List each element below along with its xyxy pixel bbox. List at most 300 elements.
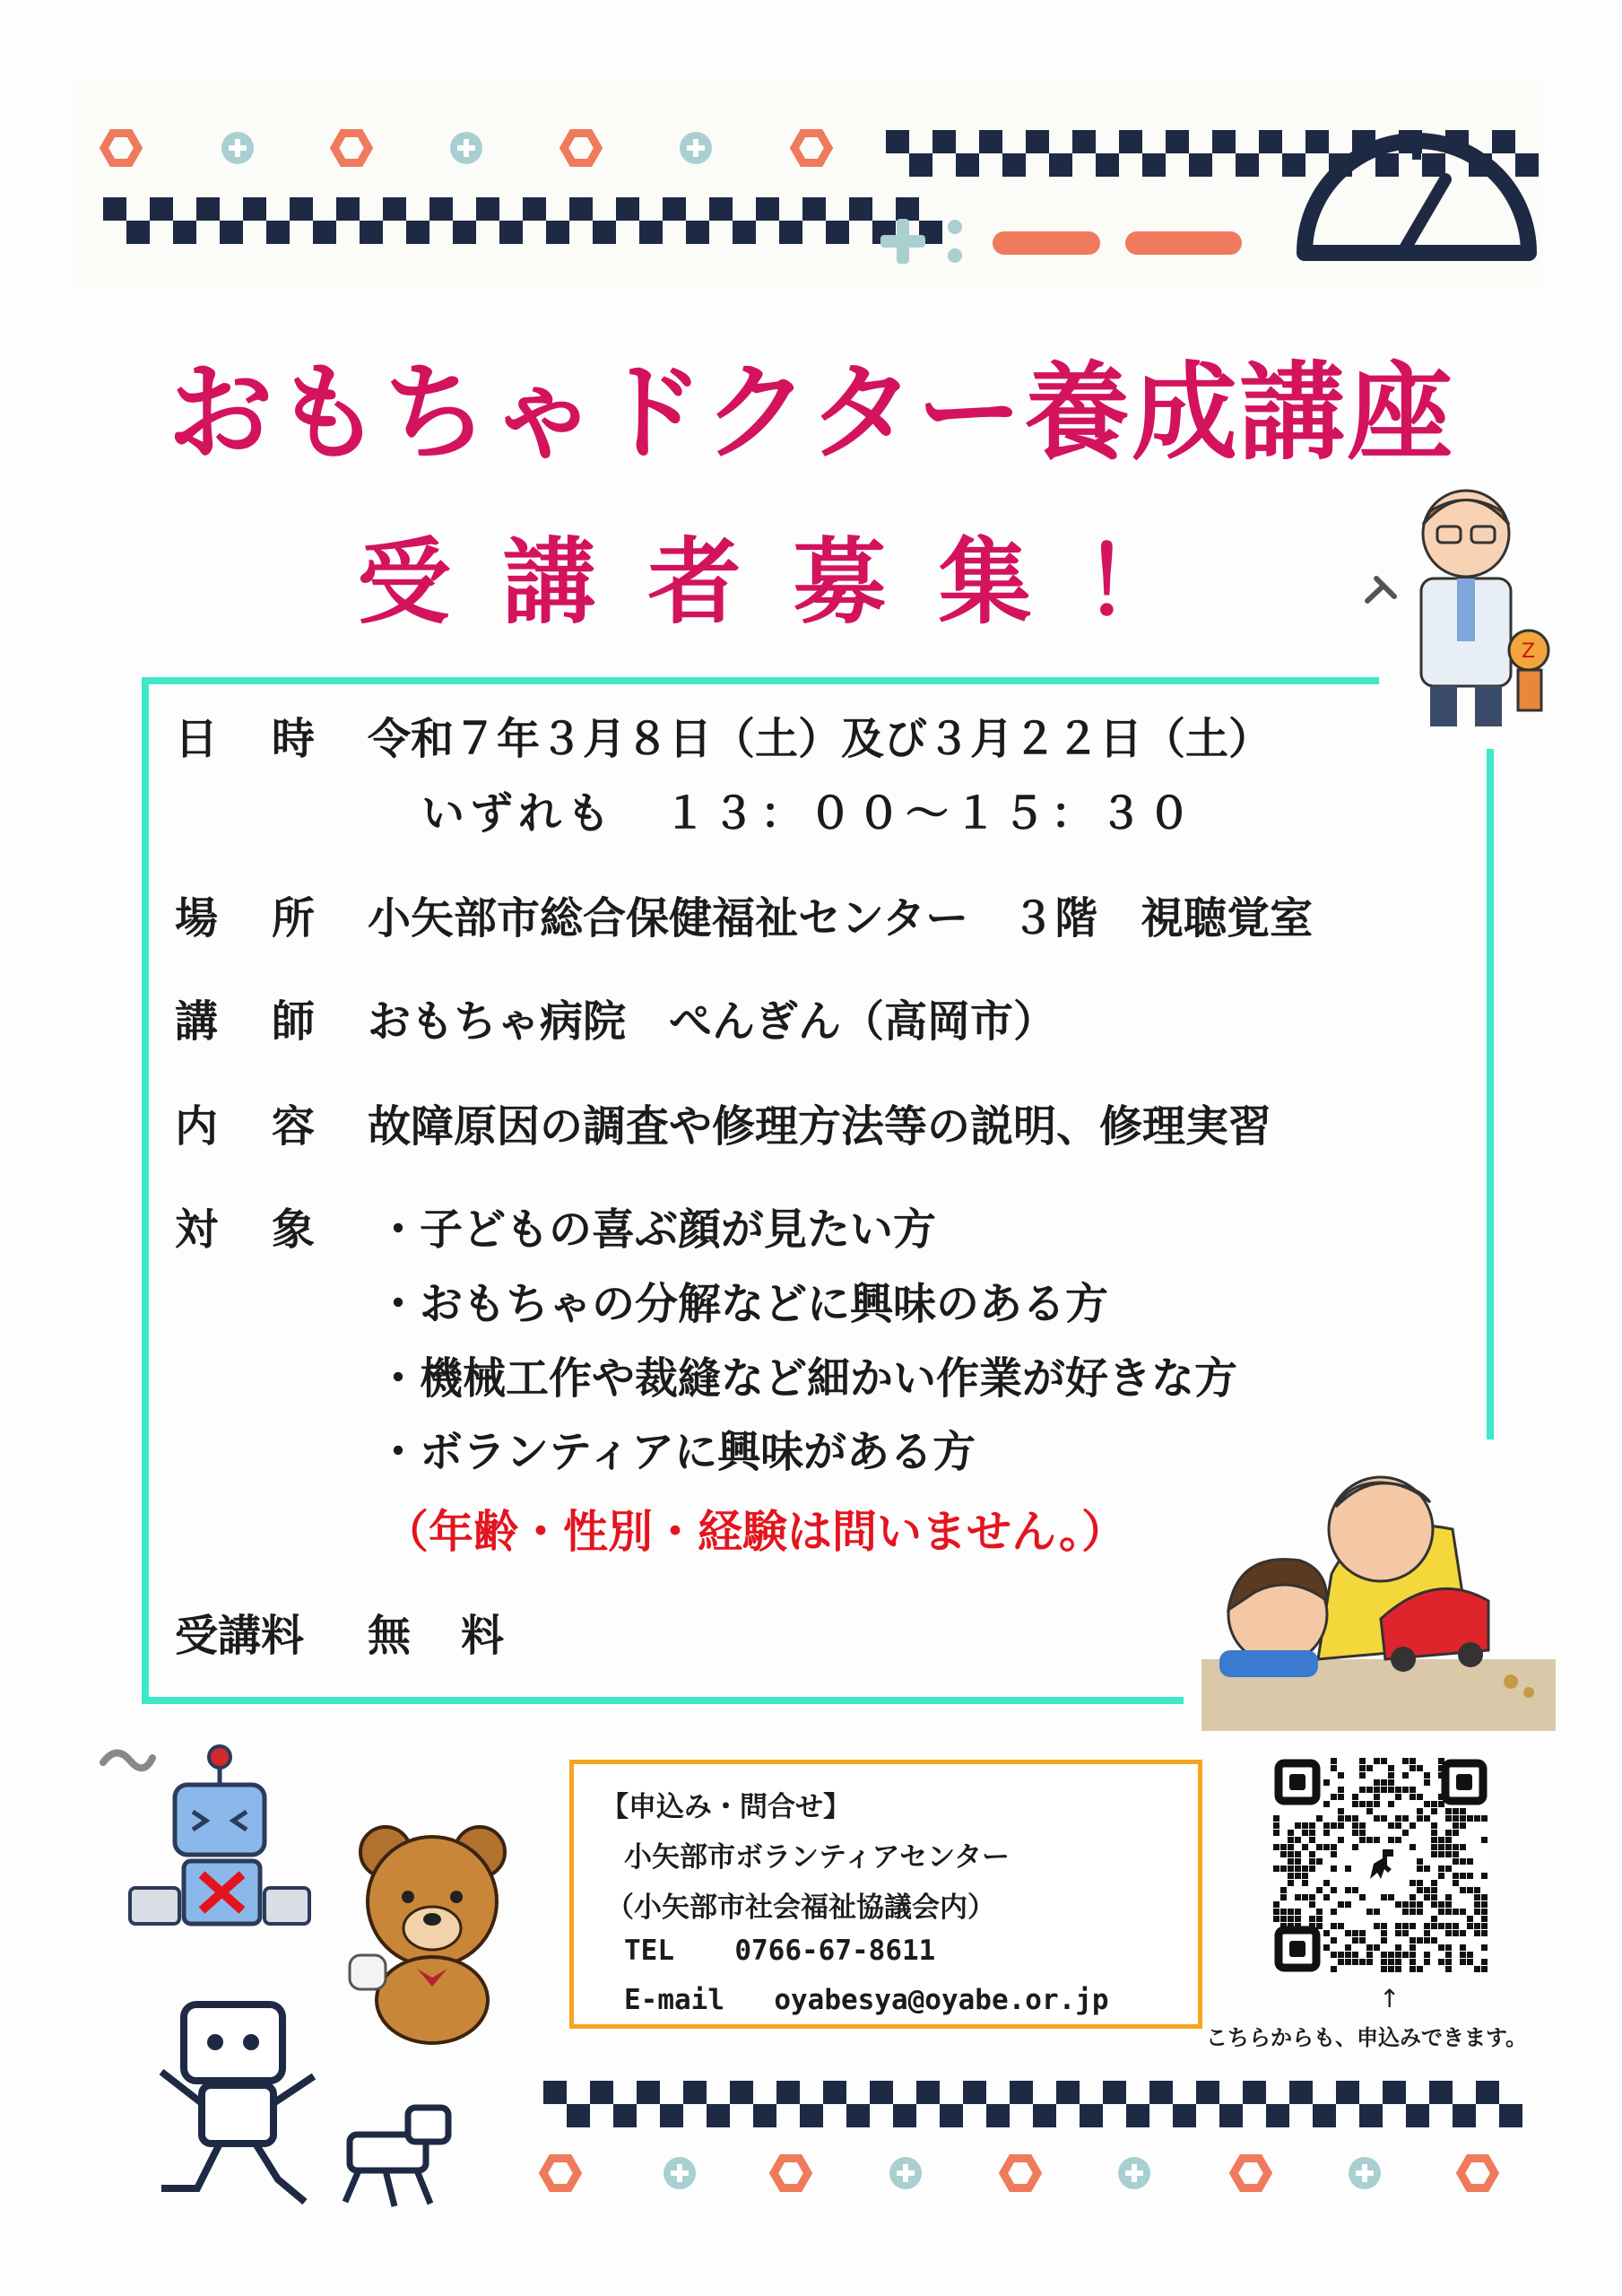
qr-module bbox=[1431, 1894, 1437, 1900]
qr-code[interactable] bbox=[1273, 1758, 1488, 1973]
qr-module bbox=[1366, 1944, 1373, 1951]
qr-module bbox=[1273, 1901, 1279, 1908]
qr-module bbox=[1345, 1959, 1351, 1965]
qr-module bbox=[1417, 1887, 1423, 1893]
qr-module bbox=[1388, 1959, 1394, 1965]
checker-square bbox=[1072, 130, 1096, 153]
qr-module bbox=[1417, 1966, 1423, 1972]
qr-module bbox=[1424, 1815, 1430, 1822]
checker-square bbox=[846, 2104, 870, 2127]
checker-square bbox=[823, 2081, 846, 2104]
qr-module bbox=[1417, 1880, 1423, 1886]
checker-square bbox=[499, 221, 523, 244]
checker-square bbox=[660, 2104, 683, 2127]
qr-module bbox=[1381, 1894, 1387, 1900]
qr-module bbox=[1331, 1952, 1337, 1958]
qr-module bbox=[1273, 1916, 1279, 1922]
qr-module bbox=[1438, 1844, 1444, 1850]
checker-square bbox=[776, 2081, 800, 2104]
checker-square bbox=[1515, 153, 1539, 177]
teddy-bear-illustration bbox=[345, 1821, 525, 2045]
qr-module bbox=[1409, 1966, 1416, 1972]
qr-module bbox=[1338, 1808, 1344, 1814]
qr-module bbox=[1316, 1909, 1323, 1915]
svg-text:Z: Z bbox=[1522, 640, 1536, 663]
qr-module bbox=[1352, 1937, 1358, 1944]
qr-module bbox=[1438, 1959, 1444, 1965]
qr-module bbox=[1424, 1779, 1430, 1786]
qr-module bbox=[1323, 1801, 1330, 1807]
qr-module bbox=[1374, 1794, 1380, 1800]
hexagon-nut-icon bbox=[774, 2159, 808, 2188]
qr-module bbox=[1345, 1901, 1351, 1908]
qr-module bbox=[1460, 1930, 1466, 1936]
dash-bar bbox=[1125, 231, 1242, 255]
checker-square bbox=[336, 197, 360, 221]
qr-module bbox=[1359, 1772, 1366, 1779]
checker-square bbox=[1119, 130, 1142, 153]
fee-value: 無 料 bbox=[368, 1611, 508, 1661]
checker-square bbox=[103, 197, 126, 221]
qr-module bbox=[1331, 1851, 1337, 1857]
qr-module bbox=[1424, 1930, 1430, 1936]
qr-module bbox=[1359, 1894, 1366, 1900]
qr-module bbox=[1366, 1808, 1373, 1814]
datetime-label: 日 時 bbox=[175, 714, 321, 764]
qr-module bbox=[1460, 1887, 1466, 1893]
qr-module bbox=[1331, 1758, 1337, 1764]
qr-module bbox=[1288, 1830, 1294, 1836]
qr-module bbox=[1295, 1894, 1301, 1900]
qr-module bbox=[1388, 1966, 1394, 1972]
checker-square bbox=[956, 153, 979, 177]
qr-module bbox=[1467, 1916, 1473, 1922]
checker-square bbox=[1429, 2081, 1453, 2104]
checker-square bbox=[683, 2081, 707, 2104]
qr-module bbox=[1359, 1837, 1366, 1843]
qr-module bbox=[1323, 1880, 1330, 1886]
qr-module bbox=[1453, 1844, 1459, 1850]
content-label: 内 容 bbox=[175, 1101, 321, 1152]
qr-module bbox=[1338, 1837, 1344, 1843]
qr-module bbox=[1402, 1787, 1409, 1793]
qr-module bbox=[1352, 1822, 1358, 1829]
checker-square bbox=[707, 2104, 730, 2127]
checker-square bbox=[613, 2104, 637, 2127]
qr-module bbox=[1431, 1801, 1437, 1807]
qr-module bbox=[1273, 1866, 1279, 1872]
qr-module bbox=[1431, 1844, 1437, 1850]
qr-module bbox=[1431, 1851, 1437, 1857]
qr-module bbox=[1295, 1858, 1301, 1865]
qr-module bbox=[1316, 1916, 1323, 1922]
qr-module bbox=[1338, 1959, 1344, 1965]
qr-module bbox=[1395, 1944, 1401, 1951]
qr-module bbox=[1424, 1866, 1430, 1872]
checker-square bbox=[886, 130, 909, 153]
qr-module bbox=[1467, 1873, 1473, 1879]
qr-module bbox=[1352, 1930, 1358, 1936]
qr-module bbox=[1295, 1909, 1301, 1915]
qr-module bbox=[1331, 1966, 1337, 1972]
qr-module bbox=[1273, 1822, 1279, 1829]
qr-module bbox=[1302, 1866, 1308, 1872]
checker-square bbox=[593, 221, 616, 244]
qr-module bbox=[1481, 1916, 1488, 1922]
qr-module bbox=[1381, 1787, 1387, 1793]
qr-module bbox=[1359, 1765, 1366, 1771]
checker-square bbox=[1406, 2104, 1429, 2127]
qr-module bbox=[1295, 1873, 1301, 1879]
qr-module bbox=[1409, 1937, 1416, 1944]
qr-module bbox=[1474, 1966, 1480, 1972]
qr-module bbox=[1331, 1822, 1337, 1829]
qr-module bbox=[1345, 1866, 1351, 1872]
qr-module bbox=[1417, 1937, 1423, 1944]
qr-module bbox=[1288, 1844, 1294, 1850]
qr-module bbox=[1445, 1815, 1452, 1822]
lecturer-row bbox=[175, 987, 1056, 1048]
qr-module bbox=[1359, 1937, 1366, 1944]
qr-module bbox=[1338, 1952, 1344, 1958]
checker-square bbox=[173, 221, 196, 244]
qr-module bbox=[1288, 1873, 1294, 1879]
target-label: 対 象 bbox=[175, 1205, 321, 1255]
footer-decoration bbox=[0, 2081, 1622, 2278]
content-value: 故障原因の調査や修理方法等の説明、修理実習 bbox=[368, 1101, 1272, 1152]
target-row bbox=[175, 1195, 368, 1257]
qr-module bbox=[1409, 1923, 1416, 1929]
qr-module bbox=[1280, 1851, 1287, 1857]
qr-module bbox=[1395, 1923, 1401, 1929]
qr-module bbox=[1402, 1758, 1409, 1764]
qr-module bbox=[1302, 1880, 1308, 1886]
checker-square bbox=[1289, 2081, 1313, 2104]
datetime-time: いずれも １３：００～１５：３０ bbox=[421, 788, 1197, 839]
checker-square bbox=[639, 221, 663, 244]
qr-module bbox=[1438, 1901, 1444, 1908]
checker-square bbox=[360, 221, 383, 244]
qr-module bbox=[1295, 1837, 1301, 1843]
qr-module bbox=[1295, 1851, 1301, 1857]
checker-square bbox=[1173, 2104, 1196, 2127]
checker-square bbox=[1026, 130, 1049, 153]
qr-module bbox=[1481, 1901, 1488, 1908]
qr-module bbox=[1424, 1894, 1430, 1900]
qr-module bbox=[1395, 1966, 1401, 1972]
qr-module bbox=[1438, 1873, 1444, 1879]
qr-module bbox=[1295, 1866, 1301, 1872]
checker-square bbox=[1236, 153, 1259, 177]
checker-square bbox=[1033, 2104, 1056, 2127]
qr-module bbox=[1409, 1909, 1416, 1915]
hexagon-nut-icon bbox=[564, 134, 598, 163]
info-frame-top bbox=[142, 677, 1379, 684]
qr-module bbox=[1409, 1901, 1416, 1908]
checker-square bbox=[196, 197, 220, 221]
qr-module bbox=[1445, 1923, 1452, 1929]
hexagon-nut-icon bbox=[104, 134, 138, 163]
qr-module bbox=[1453, 1880, 1459, 1886]
hexagon-nut-icon bbox=[1234, 2159, 1268, 2188]
qr-module bbox=[1288, 1851, 1294, 1857]
qr-module bbox=[1424, 1772, 1430, 1779]
qr-module bbox=[1467, 1923, 1473, 1929]
qr-module bbox=[1453, 1923, 1459, 1929]
qr-module bbox=[1481, 1837, 1488, 1843]
qr-module bbox=[1381, 1952, 1387, 1958]
qr-module bbox=[1352, 1830, 1358, 1836]
qr-module bbox=[1316, 1815, 1323, 1822]
qr-module bbox=[1374, 1787, 1380, 1793]
qr-module bbox=[1331, 1794, 1337, 1800]
qr-module bbox=[1445, 1930, 1452, 1936]
hexagon-nut-icon bbox=[543, 2159, 577, 2188]
qr-module bbox=[1424, 1923, 1430, 1929]
qr-module bbox=[1431, 1887, 1437, 1893]
qr-module bbox=[1460, 1808, 1466, 1814]
qr-module bbox=[1445, 1851, 1452, 1857]
qr-module bbox=[1352, 1887, 1358, 1893]
qr-module bbox=[1352, 1952, 1358, 1958]
qr-module bbox=[1374, 1944, 1380, 1951]
qr-module bbox=[1481, 1930, 1488, 1936]
checker-square bbox=[1359, 2104, 1383, 2127]
qr-module bbox=[1402, 1909, 1409, 1915]
qr-module bbox=[1273, 1830, 1279, 1836]
qr-module bbox=[1402, 1923, 1409, 1929]
hexagon-nut-icon bbox=[1003, 2159, 1037, 2188]
qr-module bbox=[1445, 1959, 1452, 1965]
qr-module bbox=[1424, 1887, 1430, 1893]
qr-module bbox=[1395, 1787, 1401, 1793]
qr-module bbox=[1366, 1787, 1373, 1793]
qr-module bbox=[1388, 1765, 1394, 1771]
qr-module bbox=[1409, 1844, 1416, 1850]
qr-module bbox=[1309, 1822, 1315, 1829]
qr-module bbox=[1445, 1901, 1452, 1908]
target-item: ・ボランティアに興味がある方 bbox=[377, 1427, 976, 1477]
checker-square bbox=[800, 2104, 823, 2127]
qr-module bbox=[1381, 1937, 1387, 1944]
checker-square bbox=[1189, 153, 1212, 177]
qr-module bbox=[1474, 1909, 1480, 1915]
qr-module bbox=[1302, 1844, 1308, 1850]
checker-square bbox=[543, 2081, 567, 2104]
qr-module bbox=[1438, 1837, 1444, 1843]
qr-module bbox=[1445, 1944, 1452, 1951]
qr-module bbox=[1402, 1952, 1409, 1958]
checker-square bbox=[590, 2081, 613, 2104]
hexagon-nut-icon bbox=[794, 134, 828, 163]
qr-module bbox=[1445, 1830, 1452, 1836]
qr-module bbox=[1445, 1808, 1452, 1814]
qr-module bbox=[1295, 1916, 1301, 1922]
qr-module bbox=[1331, 1887, 1337, 1893]
qr-module bbox=[1316, 1923, 1323, 1929]
qr-module bbox=[1395, 1952, 1401, 1958]
checker-square bbox=[1126, 2104, 1149, 2127]
qr-module bbox=[1338, 1923, 1344, 1929]
qr-module bbox=[1381, 1959, 1387, 1965]
checker-square bbox=[916, 2081, 940, 2104]
broken-robot-illustration bbox=[103, 1744, 318, 1942]
qr-module bbox=[1467, 1858, 1473, 1865]
qr-module bbox=[1417, 1815, 1423, 1822]
qr-module bbox=[1352, 1844, 1358, 1850]
qr-module bbox=[1331, 1866, 1337, 1872]
qr-module bbox=[1453, 1822, 1459, 1829]
qr-module bbox=[1474, 1815, 1480, 1822]
qr-module bbox=[1453, 1873, 1459, 1879]
fee-label: 受講料 bbox=[175, 1611, 305, 1661]
qr-module bbox=[1352, 1815, 1358, 1822]
qr-module bbox=[1438, 1801, 1444, 1807]
checker-square bbox=[429, 197, 453, 221]
qr-arrow: ↑ bbox=[1379, 1984, 1401, 2013]
info-frame-bottom bbox=[142, 1697, 1184, 1704]
qr-module bbox=[1331, 1844, 1337, 1850]
target-note: （年齢・性別・経験は問いません。） bbox=[384, 1506, 1126, 1558]
qr-module bbox=[1402, 1901, 1409, 1908]
qr-module bbox=[1395, 1901, 1401, 1908]
checker-square bbox=[313, 221, 336, 244]
checker-square bbox=[963, 2081, 986, 2104]
datetime-row bbox=[175, 704, 1271, 766]
qr-module bbox=[1417, 1909, 1423, 1915]
checker-square bbox=[909, 153, 932, 177]
qr-module bbox=[1338, 1822, 1344, 1829]
qr-module bbox=[1409, 1880, 1416, 1886]
contact-org: 小矢部市ボランティアセンター bbox=[624, 1841, 1010, 1874]
qr-module bbox=[1280, 1887, 1287, 1893]
checker-square bbox=[709, 197, 733, 221]
qr-module bbox=[1309, 1901, 1315, 1908]
qr-module bbox=[1366, 1837, 1373, 1843]
qr-module bbox=[1345, 1952, 1351, 1958]
qr-module bbox=[1424, 1952, 1430, 1958]
qr-module bbox=[1481, 1944, 1488, 1951]
place-row bbox=[175, 883, 1313, 945]
qr-module bbox=[1460, 1844, 1466, 1850]
qr-module bbox=[1280, 1894, 1287, 1900]
qr-module bbox=[1438, 1851, 1444, 1857]
qr-module bbox=[1331, 1765, 1337, 1771]
checker-square bbox=[1166, 130, 1189, 153]
qr-module bbox=[1374, 1779, 1380, 1786]
checker-square bbox=[476, 197, 499, 221]
qr-module bbox=[1474, 1923, 1480, 1929]
qr-module bbox=[1295, 1822, 1301, 1829]
qr-module bbox=[1445, 1866, 1452, 1872]
qr-module bbox=[1316, 1844, 1323, 1850]
qr-module bbox=[1409, 1944, 1416, 1951]
qr-module bbox=[1474, 1887, 1480, 1893]
checker-square bbox=[1080, 2104, 1103, 2127]
place-label: 場 所 bbox=[175, 893, 321, 944]
qr-module bbox=[1409, 1794, 1416, 1800]
qr-module bbox=[1453, 1909, 1459, 1915]
qr-caption: こちらからも、申込みできます。 bbox=[1206, 2025, 1528, 2050]
qr-module bbox=[1445, 1909, 1452, 1915]
qr-module bbox=[1438, 1866, 1444, 1872]
checker-square bbox=[1499, 2104, 1522, 2127]
qr-module bbox=[1331, 1909, 1337, 1915]
qr-module bbox=[1467, 1959, 1473, 1965]
qr-module bbox=[1388, 1801, 1394, 1807]
qr-module bbox=[1273, 1909, 1279, 1915]
qr-module bbox=[1288, 1909, 1294, 1915]
checker-square bbox=[1196, 2081, 1219, 2104]
qr-module bbox=[1374, 1837, 1380, 1843]
qr-module bbox=[1431, 1916, 1437, 1922]
checker-square bbox=[1492, 130, 1515, 153]
qr-module bbox=[1345, 1887, 1351, 1893]
dash-bar bbox=[993, 231, 1100, 255]
qr-module bbox=[1345, 1815, 1351, 1822]
email-value[interactable]: oyabesya@oyabe.or.jp bbox=[774, 1984, 1109, 2016]
checker-square bbox=[1142, 153, 1166, 177]
qr-module bbox=[1288, 1866, 1294, 1872]
qr-module bbox=[1316, 1887, 1323, 1893]
qr-module bbox=[1431, 1822, 1437, 1829]
qr-module bbox=[1402, 1815, 1409, 1822]
qr-module bbox=[1388, 1894, 1394, 1900]
qr-module bbox=[1352, 1801, 1358, 1807]
qr-module bbox=[1359, 1758, 1366, 1764]
qr-module bbox=[1366, 1959, 1373, 1965]
qr-module bbox=[1402, 1930, 1409, 1936]
contact-heading: 【申込み・問合せ】 bbox=[601, 1791, 851, 1823]
content-row bbox=[175, 1091, 1271, 1153]
checker-square bbox=[1383, 2081, 1406, 2104]
qr-module bbox=[1359, 1787, 1366, 1793]
checker-square bbox=[1002, 153, 1026, 177]
qr-module bbox=[1453, 1830, 1459, 1836]
qr-module bbox=[1431, 1837, 1437, 1843]
qr-module bbox=[1460, 1952, 1466, 1958]
tel-value[interactable]: 0766-67-8611 bbox=[734, 1935, 936, 1967]
qr-module bbox=[1288, 1837, 1294, 1843]
qr-module bbox=[1280, 1916, 1287, 1922]
checker-square bbox=[896, 197, 919, 221]
checker-square bbox=[756, 197, 779, 221]
qr-module bbox=[1453, 1930, 1459, 1936]
checker-square bbox=[686, 221, 709, 244]
checker-square bbox=[893, 2104, 916, 2127]
checker-square bbox=[1212, 130, 1236, 153]
qr-module bbox=[1309, 1858, 1315, 1865]
checker-square bbox=[1096, 153, 1119, 177]
checker-square bbox=[779, 221, 802, 244]
qr-module bbox=[1438, 1909, 1444, 1915]
checker-square bbox=[1282, 153, 1305, 177]
qr-module bbox=[1302, 1894, 1308, 1900]
qr-module bbox=[1431, 1808, 1437, 1814]
qr-module bbox=[1366, 1765, 1373, 1771]
qr-module bbox=[1381, 1779, 1387, 1786]
checker-square bbox=[870, 2081, 893, 2104]
contact-tel-row bbox=[624, 1935, 935, 1967]
qr-module bbox=[1323, 1822, 1330, 1829]
checker-square bbox=[1049, 153, 1072, 177]
qr-module bbox=[1309, 1851, 1315, 1857]
qr-module bbox=[1409, 1894, 1416, 1900]
checker-square bbox=[1219, 2104, 1243, 2127]
qr-module bbox=[1323, 1779, 1330, 1786]
qr-module bbox=[1453, 1815, 1459, 1822]
qr-module bbox=[1388, 1822, 1394, 1829]
